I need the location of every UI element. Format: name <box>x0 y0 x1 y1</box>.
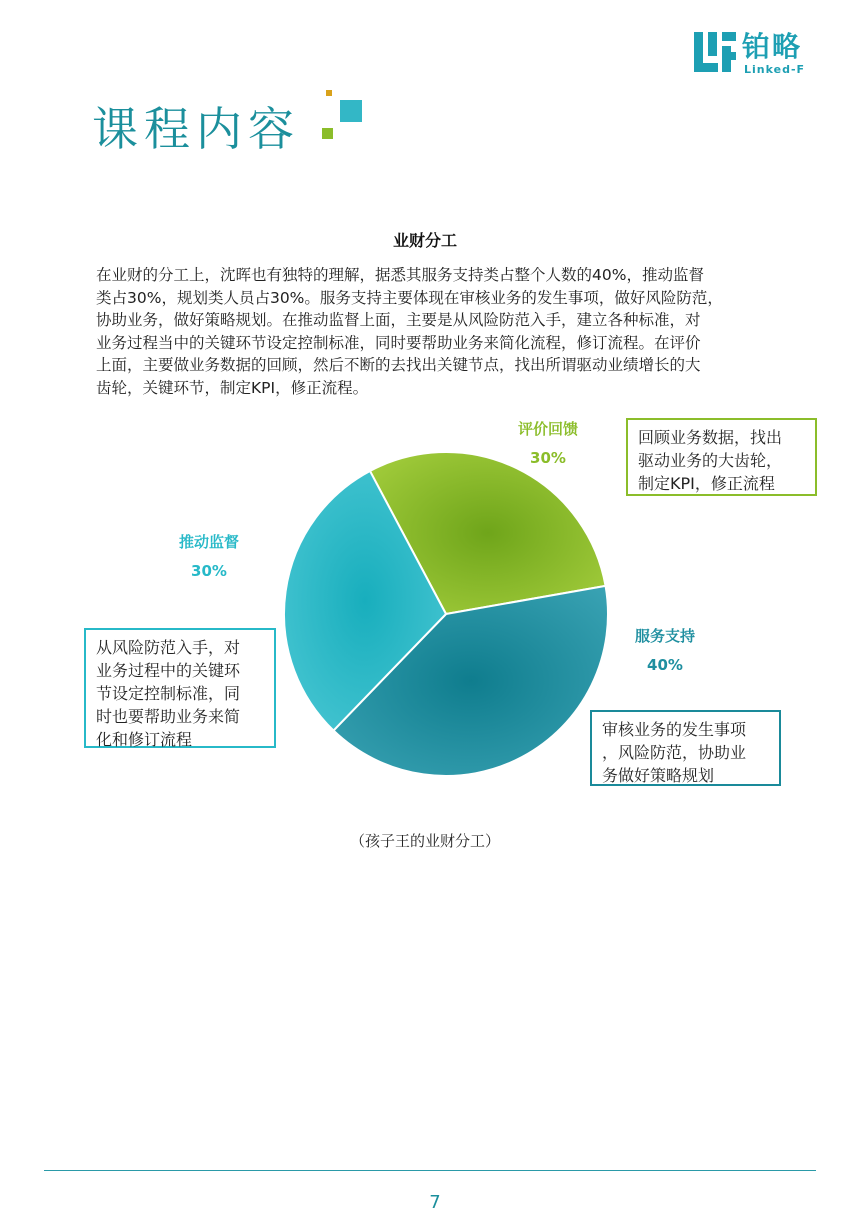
callout-supervise <box>84 628 276 748</box>
callout-line: 节设定控制标准，同 <box>96 684 241 703</box>
page-title: 课程内容 <box>92 102 300 156</box>
callout-line: 驱动业务的大齿轮， <box>638 451 783 470</box>
paragraph-line: 业务过程当中的关键环节设定控制标准，同时要帮助业务来简化流程，修订流程。在评价 <box>96 333 701 352</box>
callout-line: 时也要帮助业务来简 <box>96 707 241 726</box>
callout-line: 审核业务的发生事项 <box>602 720 747 739</box>
section-heading: 业财分工 <box>392 231 457 250</box>
callout-line: 业务过程中的关键环 <box>96 661 241 680</box>
slice-value-label: 30% <box>530 449 566 467</box>
chart-caption: （孩子王的业财分工） <box>349 832 500 850</box>
paragraph-line: 协助业务，做好策略规划。在推动监督上面，主要是从风险防范入手，建立各种标准，对 <box>96 311 701 329</box>
slice-value-label: 30% <box>191 562 227 580</box>
paragraph-line: 在业财的分工上，沈晖也有独特的理解，据悉其服务支持类占整个人数的40%，推动监督 <box>96 266 704 284</box>
callout-line: 从风险防范入手，对 <box>96 638 241 657</box>
callout-review <box>626 418 817 496</box>
slice-label: 评价回馈 <box>517 420 579 438</box>
logo-english-text: Linked-F <box>744 63 806 76</box>
slice-value-label: 40% <box>647 656 683 674</box>
slice-label: 推动监督 <box>178 533 240 551</box>
callout-line: 制定KPI，修正流程 <box>638 474 775 493</box>
logo-chinese-text: 铂略 <box>742 30 803 63</box>
callout-service <box>590 710 781 786</box>
slice-label: 服务支持 <box>634 627 696 645</box>
footer-divider <box>44 1170 816 1171</box>
callout-line: 务做好策略规划 <box>602 766 715 785</box>
paragraph-line: 上面，主要做业务数据的回顾，然后不断的去找出关键节点，找出所谓驱动业绩增长的大 <box>96 356 701 374</box>
callout-line: 回顾业务数据，找出 <box>638 428 783 447</box>
paragraph-line: 齿轮，关键环节，制定KPI，修正流程。 <box>96 378 369 397</box>
page-number: 7 <box>429 1192 441 1213</box>
callout-line: ，风险防范，协助业 <box>602 743 747 762</box>
callout-line: 化和修订流程 <box>96 730 193 749</box>
paragraph-line: 类占30%，规划类人员占30%。服务支持主要体现在审核业务的发生事项，做好风险防范， <box>96 288 723 307</box>
